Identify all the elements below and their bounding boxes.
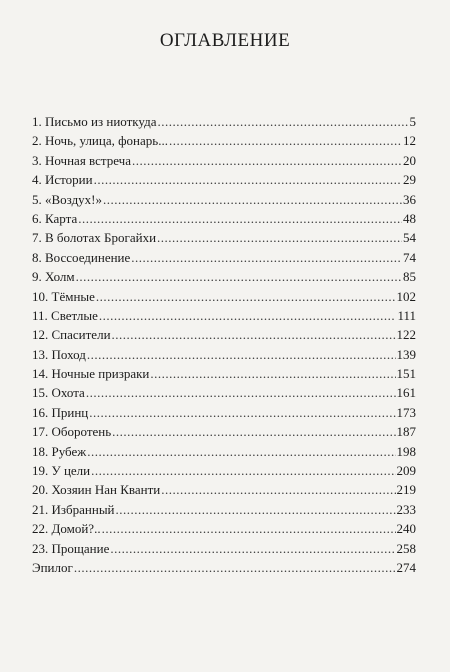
- toc-leader-dots: [157, 112, 408, 131]
- toc-entry-title: 22. Домой?..: [32, 521, 101, 537]
- toc-leader-dots: [169, 131, 402, 150]
- toc-entry-title: 8. Воссоединение: [32, 249, 131, 265]
- table-of-contents: [32, 112, 416, 577]
- toc-entry-title: 14. Ночные призраки: [32, 366, 150, 382]
- toc-entry-page: 209: [396, 463, 416, 479]
- toc-leader-dots: [116, 500, 396, 519]
- toc-leader-dots: [76, 267, 402, 286]
- toc-entry: [32, 422, 416, 441]
- toc-entry-title: 13. Поход: [32, 346, 86, 362]
- toc-entry-page: 48: [403, 210, 416, 226]
- toc-entry-page: 111: [397, 307, 416, 323]
- toc-entry-title: 21. Избранный: [32, 501, 115, 517]
- toc-entry-title: 1. Письмо из ниоткуда: [32, 114, 157, 129]
- toc-leader-dots: [103, 190, 402, 209]
- toc-entry: [32, 248, 416, 267]
- toc-entry-title: 23. Прощание: [32, 540, 110, 556]
- toc-leader-dots: [102, 519, 396, 538]
- toc-entry-page: 74: [403, 249, 416, 265]
- toc-entry: [32, 325, 416, 344]
- toc-entry: [32, 306, 416, 325]
- toc-entry: [32, 461, 416, 480]
- toc-entry: [32, 345, 416, 364]
- toc-entry: [32, 287, 416, 306]
- toc-entry-title: 11. Светлые: [32, 307, 98, 323]
- toc-entry-title: 9. Холм: [32, 269, 75, 285]
- toc-entry-page: 198: [396, 443, 416, 459]
- toc-entry-title: 20. Хозяин Нан Кванти: [32, 482, 161, 498]
- toc-leader-dots: [91, 461, 395, 480]
- toc-leader-dots: [86, 383, 396, 402]
- toc-leader-dots: [74, 558, 396, 577]
- toc-entry: [32, 558, 416, 577]
- toc-entry-page: 5: [409, 114, 416, 129]
- toc-entry-page: 122: [396, 327, 416, 343]
- page-title: ОГЛАВЛЕНИЕ: [159, 30, 291, 51]
- toc-entry-title: 10. Тёмные: [32, 288, 95, 304]
- toc-entry: [32, 364, 416, 383]
- toc-entry: [32, 403, 416, 422]
- toc-leader-dots: [112, 325, 396, 344]
- toc-entry-page: 36: [403, 191, 416, 207]
- toc-entry-page: 233: [396, 501, 416, 517]
- toc-entry-page: 29: [403, 172, 416, 188]
- toc-entry-page: 240: [396, 521, 416, 537]
- toc-leader-dots: [112, 422, 395, 441]
- toc-entry: [32, 131, 416, 150]
- toc-leader-dots: [89, 403, 395, 422]
- toc-leader-dots: [161, 480, 395, 499]
- toc-entry-title: 12. Спасители: [32, 327, 111, 343]
- toc-leader-dots: [96, 287, 396, 306]
- toc-entry-page: 85: [403, 269, 416, 285]
- toc-entry: [32, 539, 416, 558]
- toc-entry: [32, 151, 416, 170]
- toc-entry-page: 54: [403, 230, 416, 246]
- toc-leader-dots: [94, 170, 402, 189]
- toc-entry: [32, 480, 416, 499]
- toc-entry-title: 6. Карта: [32, 210, 78, 226]
- toc-entry: [32, 442, 416, 461]
- toc-leader-dots: [87, 442, 395, 461]
- toc-leader-dots: [157, 228, 402, 247]
- toc-entry-title: 19. У цели: [32, 463, 91, 479]
- toc-entry-page: 161: [396, 385, 416, 401]
- toc-leader-dots: [110, 539, 395, 558]
- toc-leader-dots: [131, 248, 402, 267]
- toc-leader-dots: [150, 364, 395, 383]
- toc-entry-title: 16. Принц: [32, 404, 89, 420]
- toc-entry: [32, 228, 416, 247]
- toc-entry-title: 15. Охота: [32, 385, 85, 401]
- toc-entry: [32, 170, 416, 189]
- toc-entry-title: 17. Оборотень: [32, 424, 112, 440]
- toc-entry: [32, 267, 416, 286]
- toc-entry: [32, 209, 416, 228]
- toc-entry-title: 7. В болотах Брогайхи: [32, 230, 157, 246]
- toc-leader-dots: [132, 151, 402, 170]
- toc-entry: [32, 190, 416, 209]
- toc-leader-dots: [78, 209, 402, 228]
- toc-entry-page: 187: [396, 424, 416, 440]
- toc-entry-title: 3. Ночная встреча: [32, 152, 131, 168]
- toc-entry-page: 151: [396, 366, 416, 382]
- toc-entry: [32, 519, 416, 538]
- toc-entry: [32, 500, 416, 519]
- toc-entry-title: 4. Истории: [32, 172, 93, 188]
- toc-entry-page: 219: [396, 482, 416, 498]
- toc-entry-page: 173: [396, 404, 416, 420]
- toc-entry-page: 102: [396, 288, 416, 304]
- toc-entry-title: 5. «Воздух!»: [32, 191, 103, 207]
- toc-entry-title: 2. Ночь, улица, фонарь...: [32, 133, 168, 149]
- toc-leader-dots: [99, 306, 397, 325]
- toc-entry-page: 139: [396, 346, 416, 362]
- toc-leader-dots: [87, 345, 396, 364]
- toc-entry-page: 258: [396, 540, 416, 556]
- toc-entry-page: 20: [403, 152, 416, 168]
- toc-entry-title: 18. Рубеж: [32, 443, 87, 459]
- toc-entry: [32, 383, 416, 402]
- toc-entry-page: 12: [403, 133, 416, 149]
- toc-entry-title: Эпилог: [32, 559, 73, 575]
- toc-entry-page: 274: [396, 559, 416, 575]
- toc-entry: [32, 112, 416, 131]
